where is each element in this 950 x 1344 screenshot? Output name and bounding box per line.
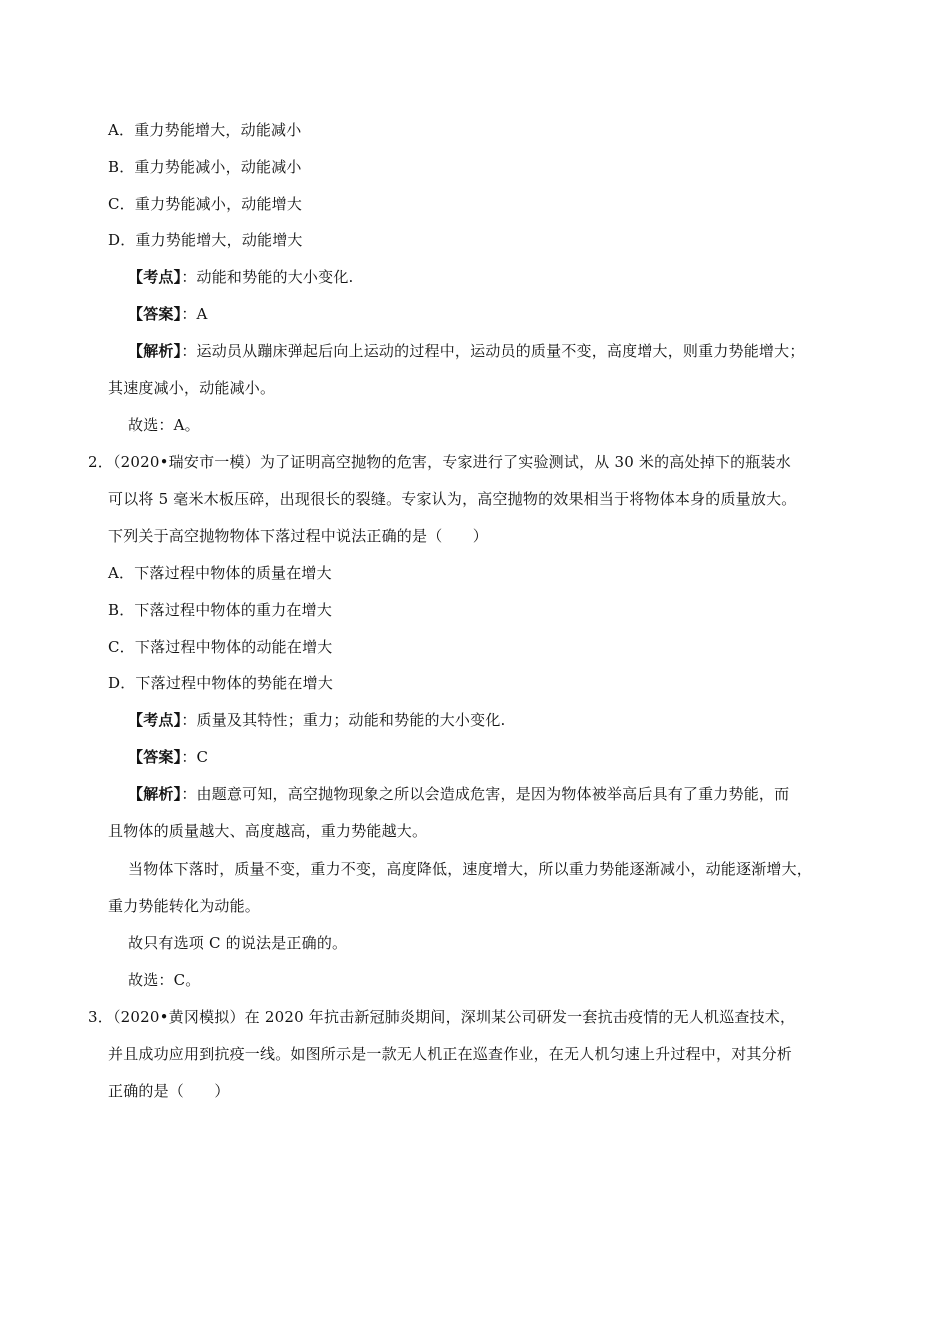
- q1-daan-text: ：A: [181, 305, 208, 323]
- q3-stem-line2: 并且成功应用到抗疫一线。如图所示是一款无人机正在巡查作业，在无人机匀速上升过程中，对其分析: [108, 1045, 793, 1063]
- q2-jiexi-label: 【解析】: [128, 785, 182, 803]
- q1-guxuan: 故选：A。: [128, 416, 200, 434]
- q1-option-d: D．重力势能增大，动能增大: [108, 231, 303, 249]
- q1-daan: [128, 304, 208, 324]
- q1-jiexi-label: 【解析】: [128, 342, 182, 360]
- q1-jiexi-text-1: ：运动员从蹦床弹起后向上运动的过程中，运动员的质量不变，高度增大，则重力势能增大；: [181, 342, 805, 360]
- q2-option-d: D．下落过程中物体的势能在增大: [108, 674, 334, 692]
- q2-daan: [128, 747, 208, 767]
- q2-option-b: B．下落过程中物体的重力在增大: [108, 601, 333, 619]
- q2-jiexi-text-1: ：由题意可知，高空抛物现象之所以会造成危害，是因为物体被举高后具有了重力势能，而: [181, 785, 790, 803]
- q2-stem-line3: 下列关于高空抛物物体下落过程中说法正确的是（ ）: [108, 527, 489, 545]
- q2-jiexi-text-2: 且物体的质量越大、高度越高，重力势能越大。: [108, 822, 428, 840]
- q2-stem-line1: [88, 452, 791, 472]
- q1-kaodian: [128, 267, 353, 287]
- q1-jiexi: [128, 341, 805, 361]
- q2-para2-line1: 当物体下落时，质量不变，重力不变，高度降低，速度增大，所以重力势能逐渐减小，动能逐渐增大，: [128, 860, 813, 878]
- q2-daan-label: 【答案】: [128, 748, 182, 766]
- q2-option-a: A．下落过程中物体的质量在增大: [108, 564, 332, 582]
- q2-para3: 故只有选项 C 的说法是正确的。: [128, 934, 348, 952]
- q1-option-b: B．重力势能减小，动能减小: [108, 158, 302, 176]
- q1-option-a: A．重力势能增大，动能减小: [108, 121, 302, 139]
- q2-kaodian-text: ：质量及其特性；重力；动能和势能的大小变化.: [181, 711, 506, 729]
- q1-kaodian-text: ：动能和势能的大小变化.: [181, 268, 354, 286]
- q1-option-c: C．重力势能减小，动能增大: [108, 195, 303, 213]
- q3-stem-text-1: （2020•黄冈模拟）在 2020 年抗击新冠肺炎期间，深圳某公司研发一套抗击疫情的无人机巡查技术，: [112, 1008, 796, 1026]
- q2-stem-line2: 可以将 5 毫米木板压碎，出现很长的裂缝。专家认为，高空抛物的效果相当于将物体本身的质量放大。: [108, 490, 797, 508]
- q2-guxuan: 故选：C。: [128, 971, 201, 989]
- q2-daan-text: ：C: [181, 748, 209, 766]
- q1-daan-label: 【答案】: [128, 305, 182, 323]
- q2-jiexi: [128, 784, 789, 804]
- q2-para2-line2: 重力势能转化为动能。: [108, 897, 261, 915]
- q2-stem-text-1: （2020•瑞安市一模）为了证明高空抛物的危害，专家进行了实验测试，从 30 米的高处掉下的瓶装水: [112, 453, 791, 471]
- q2-number: 2．: [88, 453, 113, 471]
- q2-kaodian-label: 【考点】: [128, 711, 182, 729]
- q3-number: 3．: [88, 1008, 113, 1026]
- q3-stem-line3: 正确的是（ ）: [108, 1082, 230, 1100]
- q1-kaodian-label: 【考点】: [128, 268, 182, 286]
- q2-option-c: C．下落过程中物体的动能在增大: [108, 638, 333, 656]
- q2-kaodian: [128, 710, 505, 730]
- q3-stem-line1: [88, 1007, 795, 1027]
- q1-jiexi-text-2: 其速度减小，动能减小。: [108, 379, 276, 397]
